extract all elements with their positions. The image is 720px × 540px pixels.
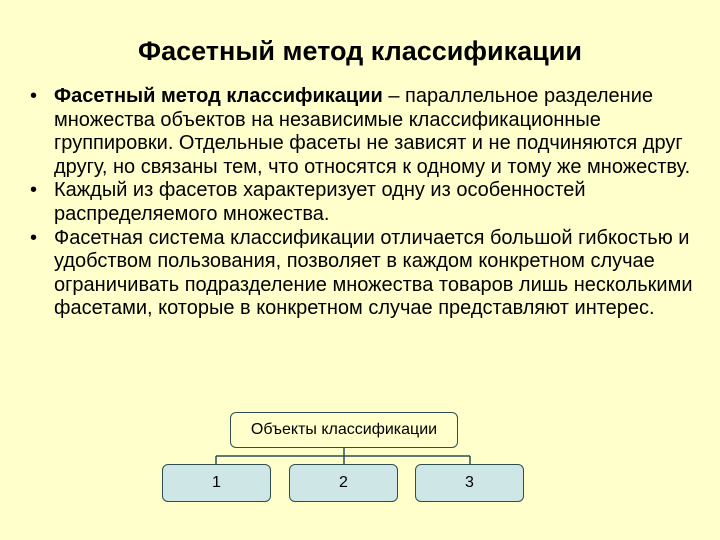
bullet-lead-text: Фасетный метод классификации [54,85,383,107]
bullet-text: Фасетная система классификации отличается большой гибкостью и удобством пользования, позволяет в каждом конкретном случае ограничивать подразделение множества товаров лишь несколькими фасетами, которые в конкретном случае представляют интерес. [54,226,693,320]
bullet-text: – параллельное разделение множества объектов на независимые классификационные группировки. Отдельные фасеты не зависят и не подчиняются друг другу, но связаны тем, что относятся к одному и тому же множеству. [54,85,691,178]
bullet-marker: • [30,179,38,202]
diagram-child-box-2: 2 [289,464,398,502]
diagram-child-box-3: 3 [415,464,524,502]
bullet-item [30,85,700,179]
bullet-text: Каждый из фасетов характеризует одну из особенностей распределяемого множества. [54,179,586,225]
bullet-marker: • [30,85,38,107]
slide-title: Фасетный метод классификации [138,36,582,66]
bullet-list [30,85,700,321]
bullet-marker: • [30,226,38,249]
bullet-item [30,227,700,321]
diagram-child-box-1: 1 [162,464,271,502]
diagram-root-box: Объекты классификации [230,412,458,448]
bullet-item [30,179,700,226]
